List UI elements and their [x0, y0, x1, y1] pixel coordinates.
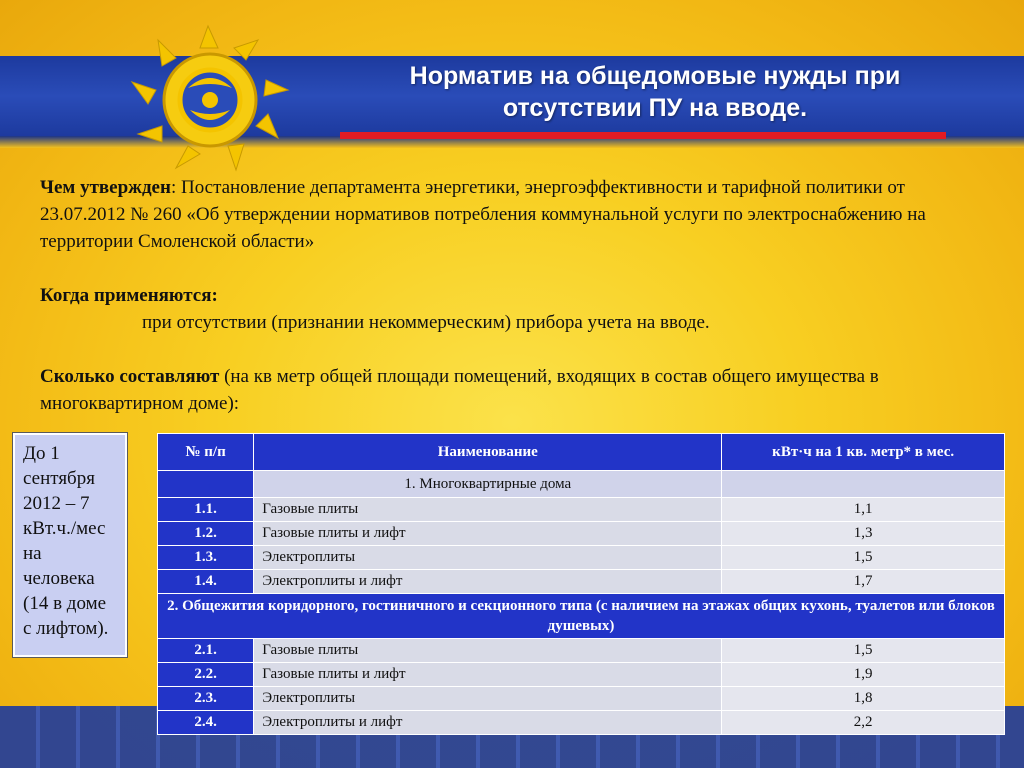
side-note-line: (14 в доме [23, 593, 107, 614]
row-value: 1,1 [722, 498, 1005, 522]
section-1-row [158, 471, 1005, 498]
row-name: Газовые плиты [254, 639, 722, 663]
side-note-line: 2012 – 7 [23, 493, 90, 514]
main-text [40, 174, 990, 417]
slide-title [360, 60, 950, 124]
table-row [158, 546, 1005, 570]
amount-paragraph [40, 363, 990, 417]
sun-gear-logo-icon [118, 18, 298, 178]
side-note-line: До 1 [23, 443, 60, 464]
side-note-line: человека [23, 568, 95, 589]
row-name: Газовые плиты [254, 498, 722, 522]
side-note-line: с лифтом). [23, 618, 109, 639]
amount-text: (на кв метр общей площади помещений, входящих в состав общего имущества в многоквартирном доме): [40, 366, 879, 414]
section-2-title: 2. Общежития коридорного, гостиничного и секционного типа (с наличием на этажах общих кухонь, туалетов или блоков душевых) [158, 594, 1005, 639]
applies-label: Когда применяются: [40, 285, 218, 306]
table-row [158, 687, 1005, 711]
row-value: 1,7 [722, 570, 1005, 594]
table-row [158, 639, 1005, 663]
slide-title-line-1: Норматив на общедомовые нужды при [409, 62, 901, 90]
row-number: 1.4. [158, 570, 254, 594]
norms-table [157, 433, 1005, 735]
row-value: 1,3 [722, 522, 1005, 546]
side-note-line: на [23, 543, 42, 564]
amount-label: Сколько составляют [40, 366, 220, 387]
table-header-row [158, 434, 1005, 471]
approved-paragraph [40, 174, 990, 255]
table-row [158, 498, 1005, 522]
section-1-number-cell [158, 471, 254, 498]
table-row [158, 522, 1005, 546]
side-note-line: кВт.ч./мес [23, 518, 106, 539]
approved-text: : Постановление департамента энергетики, энергоэффективности и тарифной политики от 23.07.2012 № 260 «Об утверждении нормативов потребления коммунальной услуги по электроснабжению на территории Смоленской области» [40, 177, 926, 252]
title-underline [340, 132, 946, 139]
slide-title-line-2: отсутствии ПУ на вводе. [502, 94, 808, 122]
row-number: 2.2. [158, 663, 254, 687]
approved-label: Чем утвержден [40, 177, 171, 198]
row-value: 1,8 [722, 687, 1005, 711]
row-name: Электроплиты [254, 546, 722, 570]
column-header-value: кВт·ч на 1 кв. метр* в мес. [722, 434, 1005, 471]
table-row [158, 711, 1005, 735]
row-number: 1.1. [158, 498, 254, 522]
column-header-number: № п/п [158, 434, 254, 471]
side-note [13, 433, 127, 657]
row-value: 1,9 [722, 663, 1005, 687]
row-value: 2,2 [722, 711, 1005, 735]
row-number: 1.2. [158, 522, 254, 546]
row-name: Электроплиты и лифт [254, 711, 722, 735]
section-2-row [158, 594, 1005, 639]
applies-text: при отсутствии (признании некоммерческим) прибора учета на вводе. [142, 312, 710, 333]
row-value: 1,5 [722, 546, 1005, 570]
section-1-title: 1. Многоквартирные дома [254, 471, 722, 498]
row-name: Газовые плиты и лифт [254, 522, 722, 546]
row-number: 2.4. [158, 711, 254, 735]
column-header-name: Наименование [254, 434, 722, 471]
section-1-value-cell [722, 471, 1005, 498]
row-name: Электроплиты и лифт [254, 570, 722, 594]
side-note-line: сентября [23, 468, 95, 489]
table-row [158, 570, 1005, 594]
row-number: 2.1. [158, 639, 254, 663]
row-name: Электроплиты [254, 687, 722, 711]
row-name: Газовые плиты и лифт [254, 663, 722, 687]
row-number: 1.3. [158, 546, 254, 570]
row-number: 2.3. [158, 687, 254, 711]
row-value: 1,5 [722, 639, 1005, 663]
table-row [158, 663, 1005, 687]
